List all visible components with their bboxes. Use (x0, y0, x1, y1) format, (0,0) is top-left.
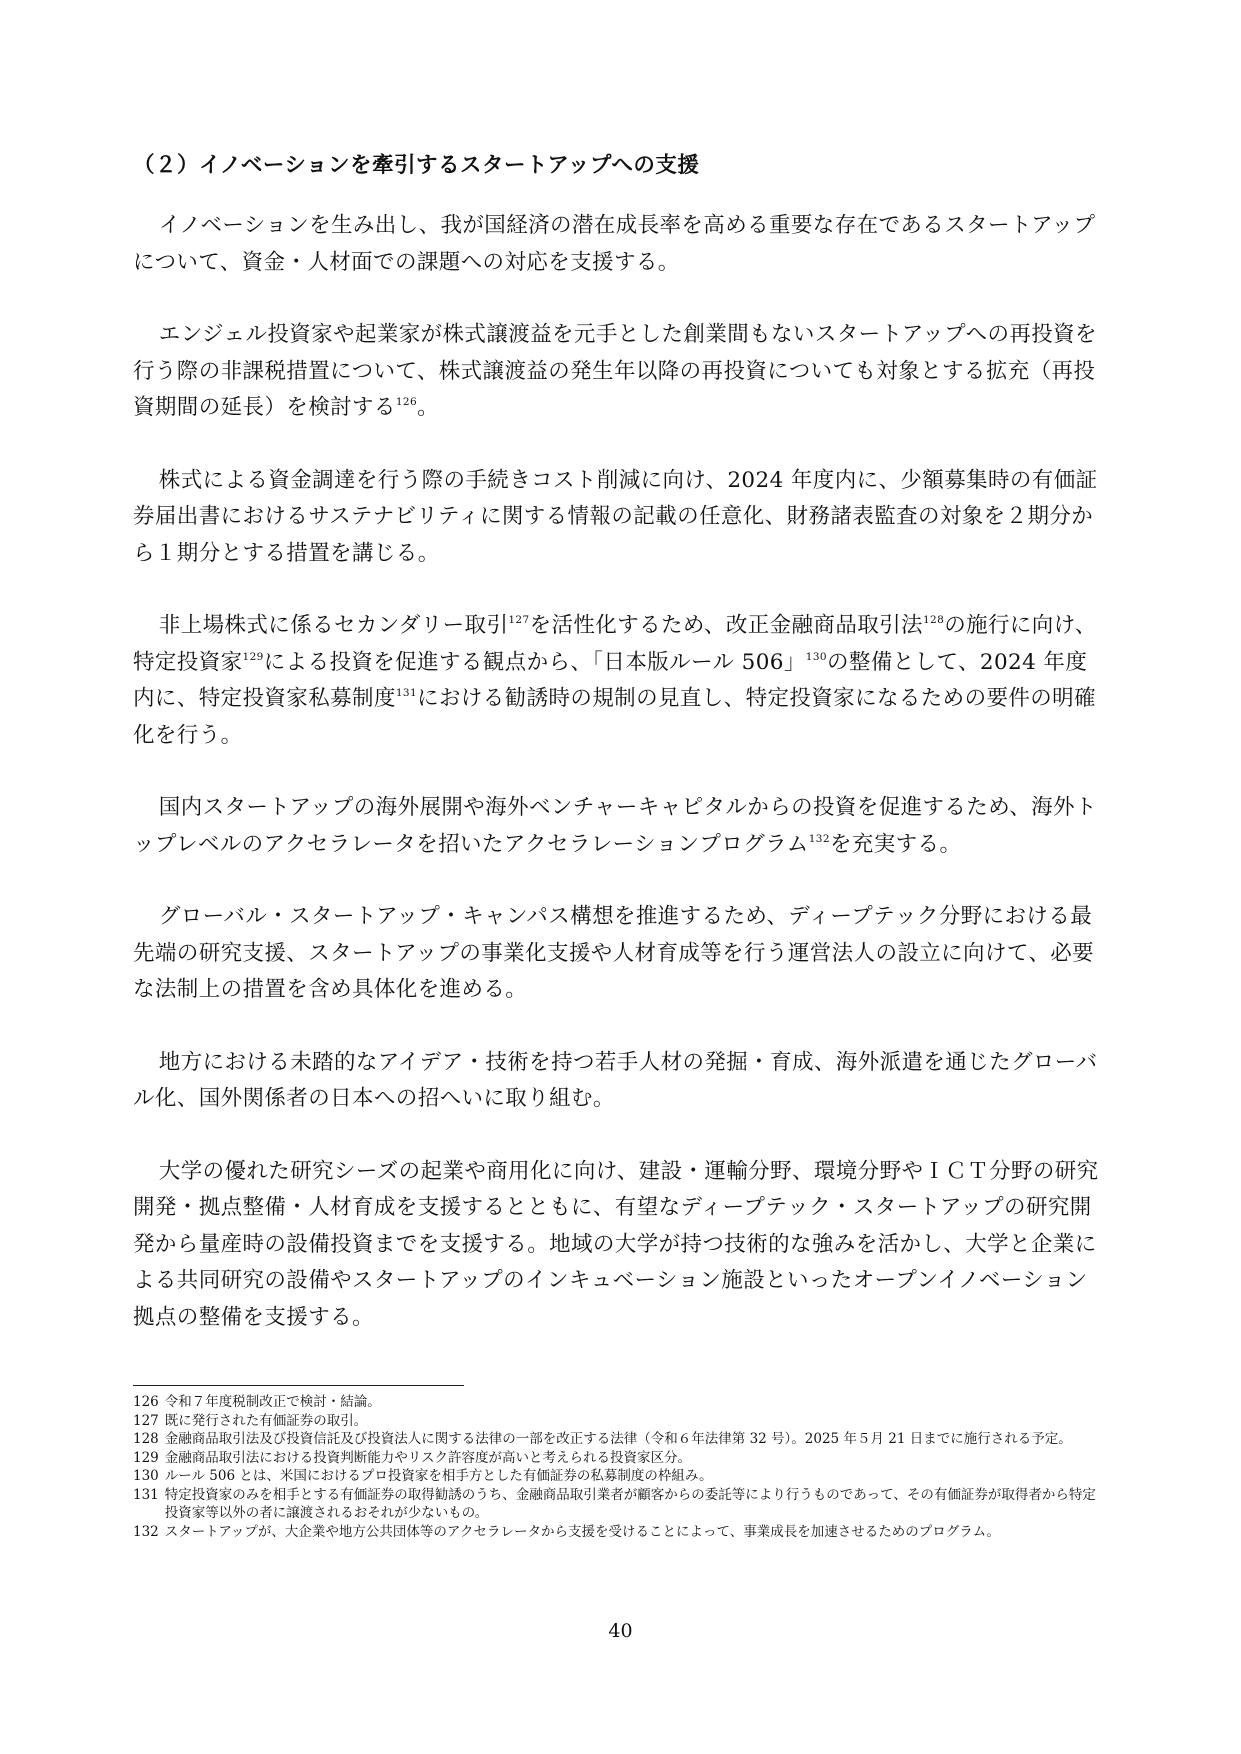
paragraph-text: の整備として、2024 年度内に、特定投資家私募制度 (133, 649, 1088, 711)
footnote-reference[interactable]: 126 (395, 396, 418, 408)
page-number: 40 (608, 1620, 633, 1642)
footnote-item (133, 1486, 1108, 1523)
footnote-reference[interactable]: 128 (922, 614, 945, 626)
paragraph-text: 非上場株式に係るセカンダリー取引 (158, 613, 509, 638)
footnote-reference[interactable]: 130 (805, 650, 828, 663)
footnote-number: 131 (133, 1486, 159, 1503)
body-paragraph (133, 1045, 1108, 1118)
paragraph-text: の施行に向け、特定投資家 (133, 613, 1097, 675)
paragraph-text: グローバル・スタートアップ・キャンパス構想を推進するため、ディープテック分野における最先端の研究支援、スタートアップの事業化支援や人材育成等を行う運営法人の設立に向けて、必要な法制上の措置を含め具体化を進める。 (133, 904, 1095, 1002)
footnote-number: 130 (133, 1468, 159, 1484)
footnote-text: 既に発行された有価証券の取引。 (164, 1412, 368, 1429)
footnote-text: 令和７年度税制改正で検討・結論。 (164, 1394, 381, 1410)
footnote-number: 129 (133, 1449, 159, 1466)
footnote-text: 金融商品取引法及び投資信託及び投資法人に関する法律の一部を改正する法律（令和６年法律第 32 号）。2025 年５月 21 日までに施行される予定。 (164, 1431, 1072, 1447)
paragraph-text: 地方における未踏的なアイデア・技術を持つ若手人材の発掘・育成、海外派遣を通じたグローバル化、国外関係者の日本への招へいに取り組む。 (133, 1049, 1098, 1111)
section-heading: （２）イノベーションを牽引するスタートアップへの支援 (133, 153, 700, 178)
paragraph-text: 大学の優れた研究シーズの起業や商用化に向け、建設・運輸分野、環境分野やＩＣＴ分野の研究開発・拠点整備・人材育成を支援するとともに、有望なディープテック・スタートアップの研究開発から量産時の設備投資までを支援する。地域の大学が持つ技術的な強みを活かし、大学と企業による共同研究の設備やスタートアップのインキュベーション施設といったオープンイノベーション拠点の整備を支援する。 (133, 1158, 1099, 1330)
paragraph-text: を充実する。 (829, 831, 962, 857)
paragraph-text: イノベーションを生み出し、我が国経済の潜在成長率を高める重要な存在であるスタートアップについて、資金・人材面での課題への対応を支援する。 (133, 213, 1096, 275)
footnote-number: 127 (133, 1412, 159, 1429)
footnote-reference[interactable]: 131 (395, 687, 418, 699)
footnote-number: 128 (133, 1431, 159, 1447)
footnote-number: 132 (133, 1523, 159, 1540)
paragraph-text: 国内スタートアップの海外展開や海外ベンチャーキャピタルからの投資を促進するため、海外トップレベルのアクセラレータを招いたアクセラレーションプログラム (133, 795, 1097, 857)
footnote-reference[interactable]: 129 (242, 650, 264, 663)
body-paragraph (133, 608, 1108, 754)
paragraph-text: による投資を促進する観点から、「日本版ルール 506」 (263, 649, 806, 675)
footnote-item (133, 1393, 1108, 1412)
footnote-item (133, 1412, 1108, 1431)
paragraph-text: を活性化するため、改正金融商品取引法 (529, 613, 923, 638)
body-paragraph (133, 790, 1108, 863)
footnote-text: 金融商品取引法における投資判断能力やリスク許容度が高いと考えられる投資家区分。 (164, 1449, 692, 1466)
paragraph-text: エンジェル投資家や起業家が株式譲渡益を元手とした創業間もないスタートアップへの再投資を行う際の非課税措置について、株式譲渡益の発生年以降の再投資についても対象とする拡充（再投資期間の延長）を検討する (133, 322, 1097, 420)
footnote-text: 特定投資家のみを相手とする有価証券の取得勧誘のうち、金融商品取引業者が顧客からの委託等により行うものであって、その有価証券が取得者から特定投資家等以外の者に譲渡されるおそれが少ないもの。 (164, 1486, 1096, 1521)
footnote-text: ルール 506 とは、米国におけるプロ投資家を相手方とした有価証券の私募制度の枠組み。 (164, 1468, 713, 1484)
body-text (133, 208, 1108, 1372)
footnote-reference[interactable]: 127 (508, 614, 530, 626)
paragraph-text: における勧誘時の規制の見直し、特定投資家になるための要件の明確化を行う。 (133, 686, 1096, 748)
footnote-item (133, 1430, 1108, 1449)
body-paragraph (133, 463, 1108, 573)
footnote-number: 126 (133, 1394, 159, 1410)
footnote-separator (133, 1385, 464, 1386)
body-paragraph (133, 208, 1108, 281)
body-paragraph (133, 1154, 1108, 1337)
paragraph-text: 株式による資金調達を行う際の手続きコスト削減に向け、2024 年度内に、少額募集時の有価証券届出書におけるサステナビリティに関する情報の記載の任意化、財務諸表監査の対象を２期分から１期分とする措置を講じる。 (133, 467, 1098, 566)
footnotes (133, 1393, 1108, 1541)
footnote-item (133, 1523, 1108, 1542)
body-paragraph (133, 899, 1108, 1009)
footnote-item (133, 1467, 1108, 1486)
footnote-reference[interactable]: 132 (808, 832, 830, 845)
body-paragraph (133, 317, 1108, 427)
footnote-text: スタートアップが、大企業や地方公共団体等のアクセラレータから支援を受けることによって、事業成長を加速させるためのプログラム。 (164, 1523, 1001, 1540)
footnote-item (133, 1449, 1108, 1468)
paragraph-text: 。 (417, 395, 439, 420)
